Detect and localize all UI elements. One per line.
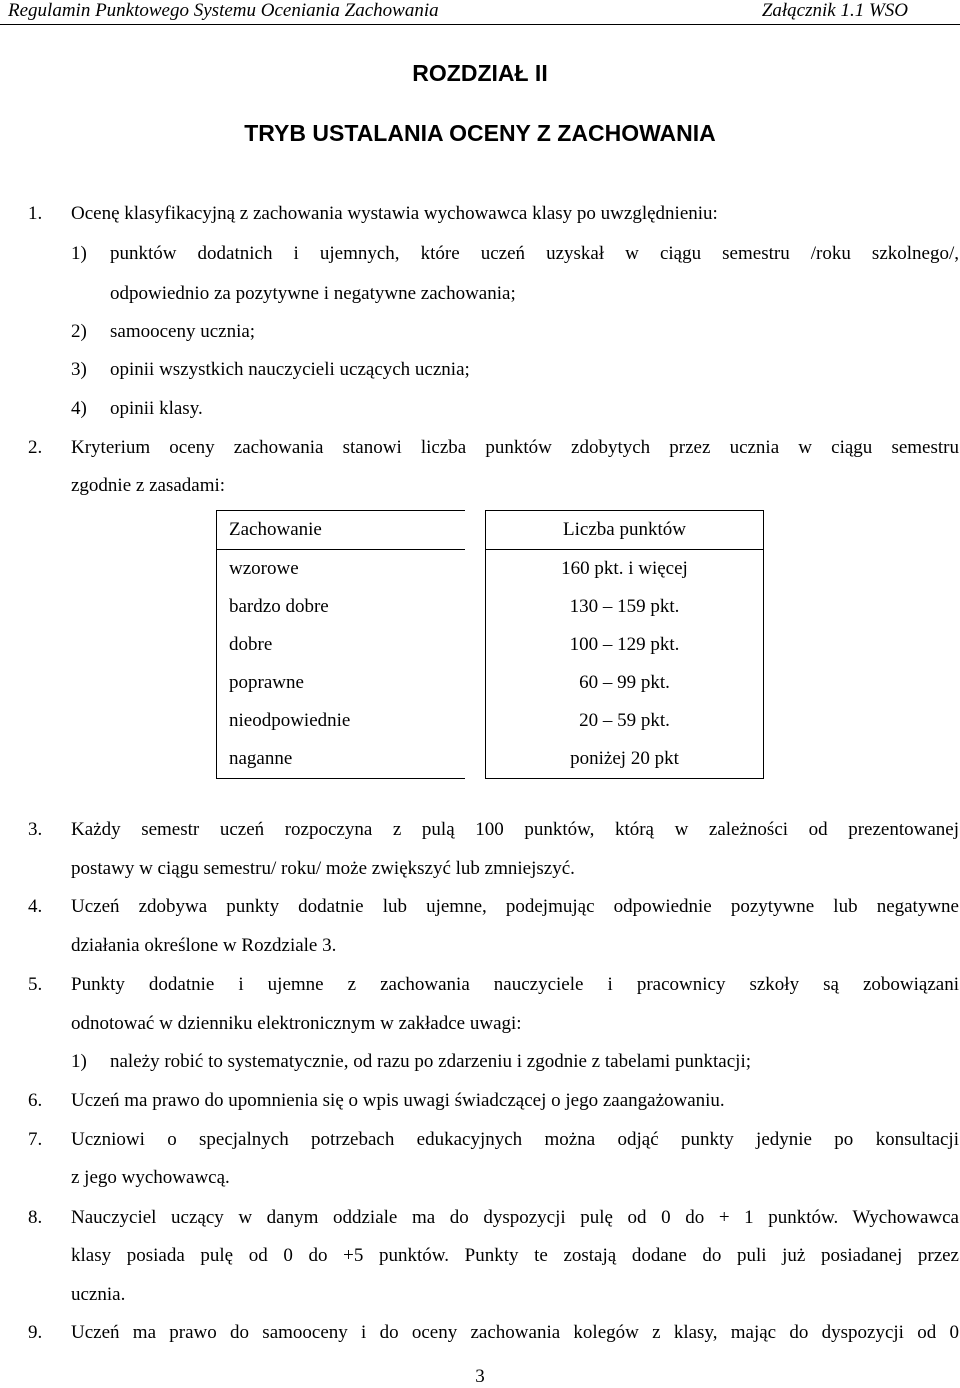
p1-item3-text: opinii wszystkich nauczycieli uczących ucznia; — [110, 359, 470, 380]
table-cell-behavior: dobre — [217, 626, 466, 664]
p8-line1: Nauczyciel uczący w danym oddziale ma do dyspozycji pulę od 0 do + 1 punktów. Wychowawca — [71, 1207, 959, 1228]
p9-number: 9. — [28, 1322, 43, 1343]
header-left: Regulamin Punktowego Systemu Oceniania Zachowania — [8, 0, 439, 21]
table-cell-behavior: bardzo dobre — [217, 588, 466, 626]
p1-item1-number: 1) — [71, 243, 87, 264]
table-row — [217, 588, 764, 626]
table-row — [217, 626, 764, 664]
table-cell-behavior: naganne — [217, 740, 466, 779]
table-cell-behavior: nieodpowiednie — [217, 702, 466, 740]
p3-line2: postawy w ciągu semestru/ roku/ może zwiększyć lub zmniejszyć. — [71, 858, 575, 879]
p2-line2: zgodnie z zasadami: — [71, 475, 226, 496]
table-row — [217, 550, 764, 589]
p1-item4-text: opinii klasy. — [110, 398, 203, 419]
p9-line1: Uczeń ma prawo do samooceny i do oceny zachowania kolegów z klasy, mając do dyspozycji od 0 — [71, 1322, 959, 1343]
p5-item-text: należy robić to systematycznie, od razu po zdarzeniu i zgodnie z tabelami punktacji; — [110, 1051, 751, 1072]
p5-line2: odnotować w dzienniku elektronicznym w zakładce uwagi: — [71, 1013, 522, 1034]
points-table — [216, 510, 764, 779]
table-cell-points: 130 – 159 pkt. — [486, 588, 764, 626]
table-cell-points: 160 pkt. i więcej — [486, 550, 764, 589]
p8-line3: ucznia. — [71, 1284, 126, 1305]
p4-line1: Uczeń zdobywa punkty dodatnie lub ujemne, podejmując odpowiednie pozytywne lub negatywne — [71, 896, 959, 917]
p6-line1: Uczeń ma prawo do upomnienia się o wpis uwagi świadczącej o jego zaangażowaniu. — [71, 1090, 725, 1111]
table-row — [217, 664, 764, 702]
p4-number: 4. — [28, 896, 43, 917]
page-title: TRYB USTALANIA OCENY Z ZACHOWANIA — [244, 120, 716, 146]
table-cell-points: poniżej 20 pkt — [486, 740, 764, 779]
p1-item2-text: samooceny ucznia; — [110, 321, 256, 342]
table-cell-points: 60 – 99 pkt. — [486, 664, 764, 702]
p7-line2: z jego wychowawcą. — [71, 1167, 230, 1188]
p7-line1: Uczniowi o specjalnych potrzebach edukacyjnych można odjąć punkty jedynie po konsultacji — [71, 1129, 959, 1150]
table-header-points: Liczba punktów — [486, 511, 764, 550]
table-row — [217, 702, 764, 740]
p6-number: 6. — [28, 1090, 43, 1111]
table-cell-points: 100 – 129 pkt. — [486, 626, 764, 664]
p2-line1: Kryterium oceny zachowania stanowi liczba punktów zdobytych przez ucznia w ciągu semestru — [71, 437, 959, 458]
table-cell-points: 20 – 59 pkt. — [486, 702, 764, 740]
table-cell-behavior: wzorowe — [217, 550, 466, 589]
p8-line2: klasy posiada pulę od 0 do +5 punktów. Punkty te zostają dodane do puli już posiadanej przez — [71, 1245, 959, 1266]
header-right: Załącznik 1.1 WSO — [761, 0, 908, 21]
table-row — [217, 740, 764, 779]
p1-item3-number: 3) — [71, 359, 87, 380]
p5-item-number: 1) — [71, 1051, 87, 1072]
chapter-heading: ROZDZIAŁ II — [412, 60, 548, 86]
p1-item2-number: 2) — [71, 321, 87, 342]
p5-line1: Punkty dodatnie i ujemne z zachowania nauczyciele i pracownicy szkoły są zobowiązani — [71, 974, 959, 995]
p4-line2: działania określone w Rozdziale 3. — [71, 935, 337, 956]
p7-number: 7. — [28, 1129, 43, 1150]
table-cell-behavior: poprawne — [217, 664, 466, 702]
p8-number: 8. — [28, 1207, 43, 1228]
p1-item1-line1: punktów dodatnich i ujemnych, które uczeń uzyskał w ciągu semestru /roku szkolnego/, — [110, 243, 959, 264]
p3-line1: Każdy semestr uczeń rozpoczyna z pulą 100 punktów, którą w zależności od prezentowanej — [71, 819, 959, 840]
table-header-behavior: Zachowanie — [217, 511, 466, 550]
page-number: 3 — [475, 1366, 485, 1387]
p2-number: 2. — [28, 437, 43, 458]
p1-number: 1. — [28, 203, 43, 224]
p3-number: 3. — [28, 819, 43, 840]
p1-item1-line2: odpowiednio za pozytywne i negatywne zachowania; — [110, 283, 516, 304]
page-header — [0, 0, 960, 24]
p1-text: Ocenę klasyfikacyjną z zachowania wystawia wychowawca klasy po uwzględnieniu: — [71, 203, 718, 224]
p1-item4-number: 4) — [71, 398, 87, 419]
table-header-row — [217, 511, 764, 550]
p5-number: 5. — [28, 974, 43, 995]
header-divider — [0, 24, 960, 25]
